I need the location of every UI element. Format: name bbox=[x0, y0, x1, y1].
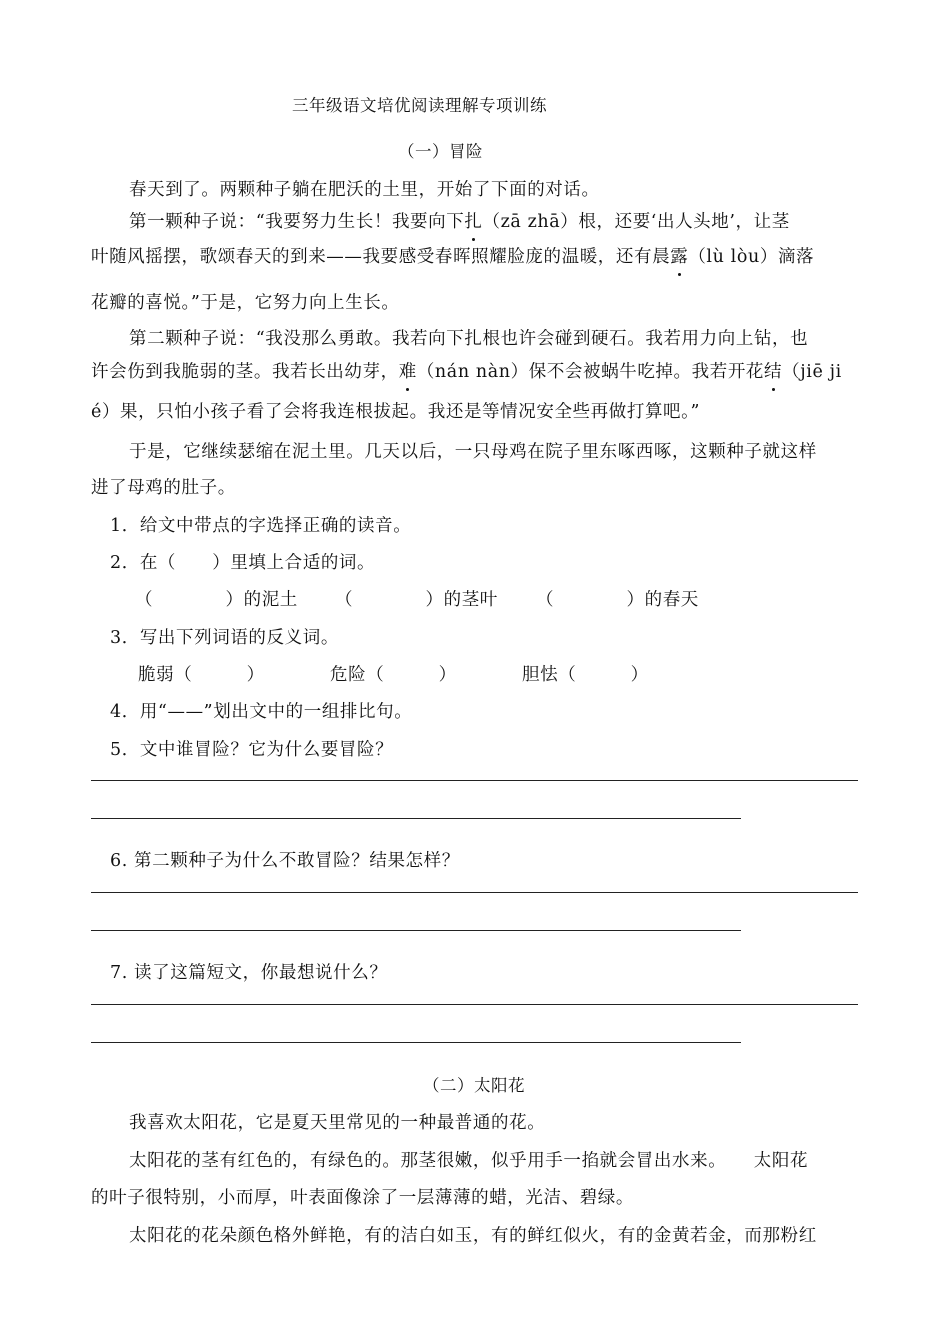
answer-line[interactable] bbox=[91, 1042, 741, 1043]
paragraph-line: 春天到了。两颗种子躺在肥沃的土里，开始了下面的对话。 bbox=[129, 180, 600, 200]
paragraph-line: 第二颗种子说：“我没那么勇敢。我若向下扎根也许会碰到硬石。我若用力向上钻，也 bbox=[129, 329, 809, 349]
text-span: （zā zhā）根，还要‘出人头地’，让茎 bbox=[482, 212, 790, 232]
section-heading: （一）冒险 bbox=[398, 142, 483, 161]
text-span: （lù lòu）滴落 bbox=[688, 247, 815, 267]
question-2: 2．在（ ）里填上合适的词。 bbox=[110, 553, 376, 573]
paragraph-line: 花瓣的喜悦。”于是，它努力向上生长。 bbox=[91, 293, 400, 313]
paragraph-line bbox=[91, 358, 842, 383]
text-span: 第一颗种子说：“我要努力生长！我要向下 bbox=[129, 212, 465, 232]
fill-blank-item[interactable]: （ ）的茎叶 bbox=[335, 590, 498, 610]
dotted-character: 扎 bbox=[464, 208, 482, 233]
paragraph-line: 太阳花的花朵颜色格外鲜艳，有的洁白如玉，有的鲜红似火，有的金黄若金，而那粉红 bbox=[129, 1226, 817, 1246]
antonym-item[interactable]: 胆怯（ ） bbox=[522, 665, 649, 685]
question-6: 6. 第二颗种子为什么不敢冒险？结果怎样？ bbox=[110, 851, 460, 871]
question-7: 7. 读了这篇短文，你最想说什么？ bbox=[110, 963, 388, 983]
paragraph-line bbox=[91, 243, 814, 268]
answer-line[interactable] bbox=[91, 1004, 858, 1005]
answer-line[interactable] bbox=[91, 780, 858, 781]
question-5: 5．文中谁冒险？它为什么要冒险？ bbox=[110, 740, 394, 760]
paragraph-line: é）果，只怕小孩子看了会将我连根拔起。我还是等情况安全些再做打算吧。” bbox=[91, 402, 701, 422]
answer-line[interactable] bbox=[91, 892, 858, 893]
dotted-character: 结 bbox=[764, 358, 782, 383]
answer-line[interactable] bbox=[91, 930, 741, 931]
paragraph-line: 于是，它继续瑟缩在泥土里。几天以后，一只母鸡在院子里东啄西啄，这颗种子就这样 bbox=[129, 442, 817, 462]
paragraph-line: 太阳花的茎有红色的，有绿色的。那茎很嫩，似乎用手一掐就会冒出水来。 太阳花 bbox=[129, 1151, 809, 1171]
fill-blank-item[interactable]: （ ）的泥土 bbox=[135, 590, 298, 610]
answer-line[interactable] bbox=[91, 818, 741, 819]
paragraph-line: 我喜欢太阳花，它是夏天里常见的一种最普通的花。 bbox=[129, 1113, 546, 1133]
question-4: 4．用“——”划出文中的一组排比句。 bbox=[110, 702, 413, 722]
text-span: （nán nàn）保不会被蜗牛吃掉。我若开花 bbox=[416, 362, 765, 382]
paragraph-line bbox=[129, 208, 790, 233]
question-3: 3．写出下列词语的反义词。 bbox=[110, 628, 339, 648]
fill-blank-item[interactable]: （ ）的春天 bbox=[536, 590, 699, 610]
text-span: 许会伤到我脆弱的茎。我若长出幼芽， bbox=[91, 362, 399, 382]
text-span: 叶随风摇摆，歌颂春天的到来——我要感受春晖照耀脸庞的温暖，还有晨 bbox=[91, 247, 671, 267]
question-1: 1．给文中带点的字选择正确的读音。 bbox=[110, 516, 412, 536]
dotted-character: 露 bbox=[670, 243, 688, 268]
doc-title: 三年级语文培优阅读理解专项训练 bbox=[292, 96, 547, 115]
paragraph-line: 进了母鸡的肚子。 bbox=[91, 478, 236, 498]
text-span: （jiē ji bbox=[782, 362, 842, 382]
antonym-item[interactable]: 脆弱（ ） bbox=[138, 665, 265, 685]
paragraph-line: 的叶子很特别，小而厚，叶表面像涂了一层薄薄的蜡，光洁、碧绿。 bbox=[91, 1188, 634, 1208]
section-heading: （二）太阳花 bbox=[423, 1076, 525, 1095]
antonym-item[interactable]: 危险（ ） bbox=[330, 665, 457, 685]
dotted-character: 难 bbox=[399, 358, 417, 383]
